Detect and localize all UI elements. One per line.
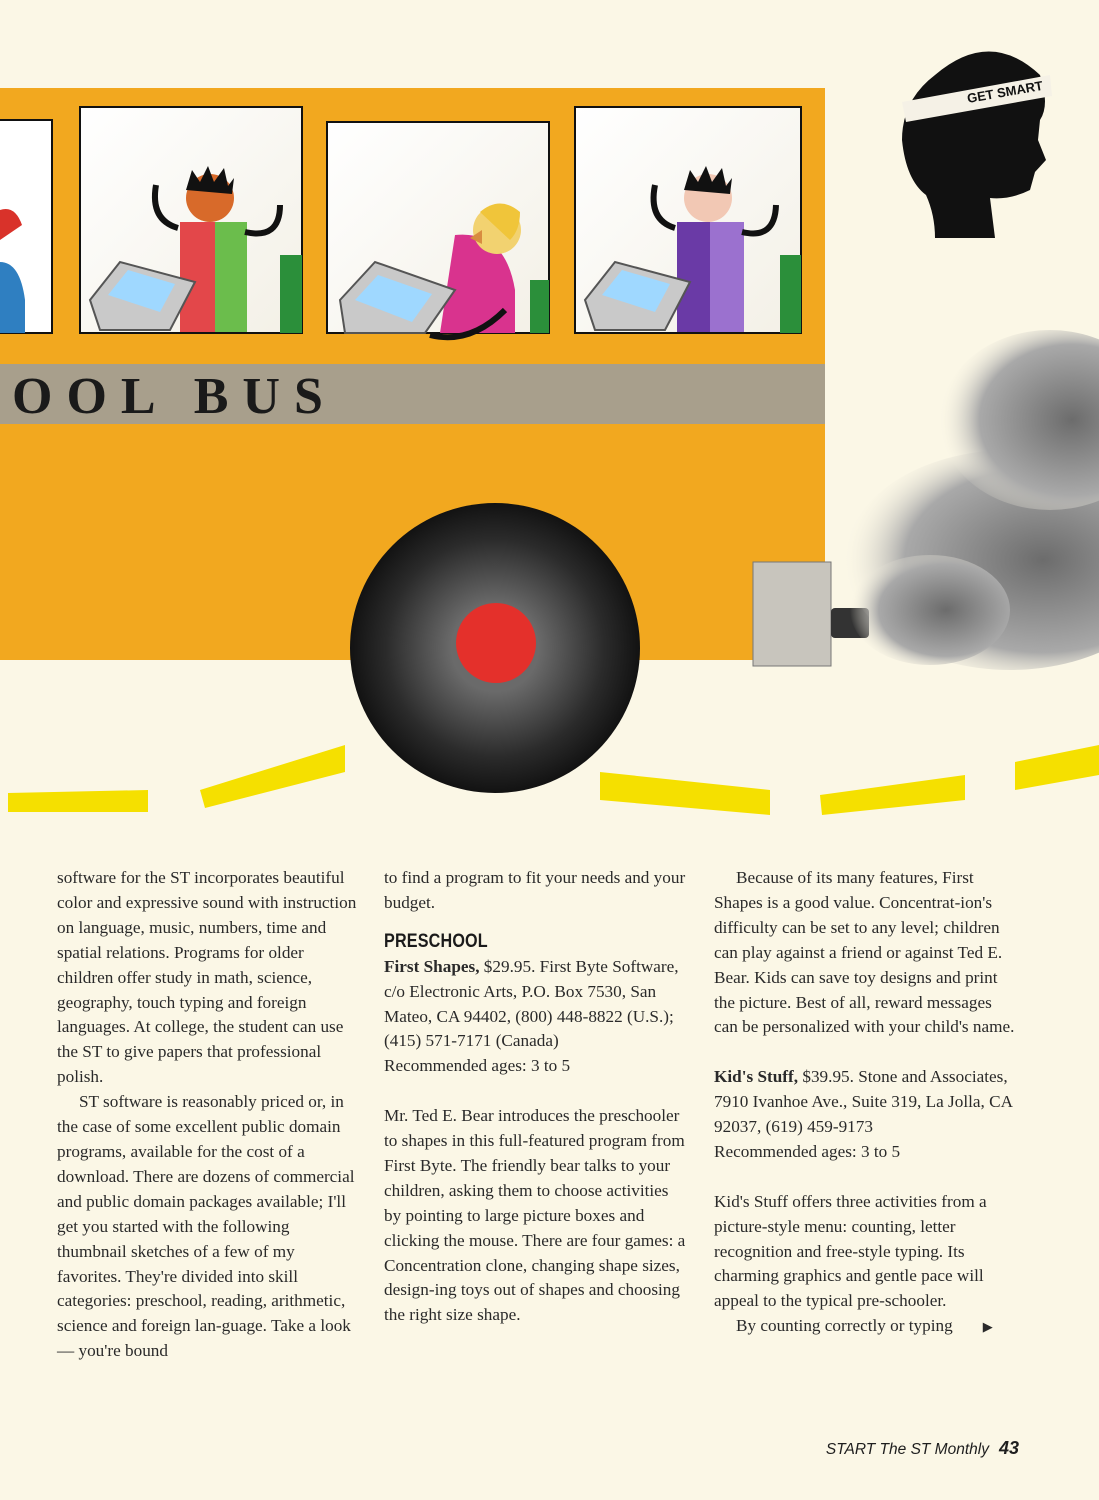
paragraph: software for the ST incorporates beautiful color and expressive sound with instruction on language, music, numbers, time and spatial relations. Programs for older children offer study in math, science, geography, touch typing and foreign languages. At college, the student can use the ST to give papers that professional polish. bbox=[57, 868, 357, 1087]
product-name: Kid's Stuff, bbox=[714, 1067, 799, 1087]
road-dash bbox=[600, 772, 770, 815]
head-silhouette-icon bbox=[902, 52, 1046, 239]
road-dash bbox=[820, 775, 965, 815]
paragraph: By counting correctly or typing ▶ bbox=[714, 1314, 1019, 1340]
recommended-ages: Recommended ages: 3 to 5 bbox=[384, 1056, 571, 1076]
product-info: $29.95. First Byte Software, c/o Electronic Arts, P.O. Box 7530, San Mateo, CA 94402, (800) 448-8822 (U.S.); (415) 571-7171 (Canada) bbox=[384, 956, 679, 1051]
road-dash bbox=[200, 745, 345, 808]
page-number: 43 bbox=[998, 1438, 1019, 1458]
paragraph: Mr. Ted E. Bear introduces the preschooler to shapes in this full-featured program from First Byte. The friendly bear talks to your children, asking them to choose activities by pointing to large picture boxes and clicking the mouse. There are four games: a Concentration clone, changing shape sizes, design-ing toys out of shapes and choosing the right size shape. bbox=[384, 1106, 686, 1325]
continue-arrow-icon: ▶ bbox=[982, 1319, 993, 1335]
paragraph: Kid's Stuff offers three activities from a picture-style menu: counting, letter recognition and free-style typing. Its charming graphics and gentle pace will appeal to the typical pre-schooler. bbox=[714, 1191, 987, 1311]
paragraph: to find a program to fit your needs and your budget. bbox=[384, 868, 686, 912]
head-band-text: GET SMART bbox=[965, 77, 1044, 106]
magazine-name: START The ST Monthly bbox=[825, 1441, 989, 1458]
product-entry bbox=[384, 955, 689, 1055]
paragraph: ST software is reasonably priced or, in the case of some excellent public domain programs, available for the cost of a download. There are dozens of commercial and public domain packages available; I'll get you started with the following thumbnail sketches of a few of my favorites. They're divided into skill categories: preschool, reading, arithmetic, science and foreign lan-guage. Take a look — you're bound bbox=[57, 1092, 355, 1361]
text-column-1 bbox=[57, 866, 357, 1364]
page-footer bbox=[826, 1438, 1019, 1459]
bus-sign-text: OOL BUS bbox=[12, 368, 337, 425]
paragraph: Because of its many features, First Shapes is a good value. Concentrat-ion's difficulty can be set to any level; children can play against a friend or against Ted E. Bear. Kids can save toy designs and print the picture. Best of all, reward messages can be personalized with your child's name. bbox=[714, 868, 1015, 1037]
text-column-3 bbox=[714, 866, 1019, 1340]
text-column-2 bbox=[384, 866, 689, 1328]
section-heading: PRESCHOOL bbox=[384, 930, 488, 952]
exhaust-box bbox=[753, 562, 831, 666]
wheel-hub bbox=[456, 603, 536, 683]
product-name: First Shapes, bbox=[384, 956, 480, 976]
road-dash bbox=[1015, 745, 1099, 790]
road-dash bbox=[8, 790, 148, 812]
product-entry bbox=[714, 1065, 1019, 1140]
recommended-ages: Recommended ages: 3 to 5 bbox=[714, 1141, 901, 1161]
product-info: $39.95. Stone and Associates, 7910 Ivanhoe Ave., Suite 319, La Jolla, CA 92037, (619) 459-9173 bbox=[714, 1067, 1013, 1137]
